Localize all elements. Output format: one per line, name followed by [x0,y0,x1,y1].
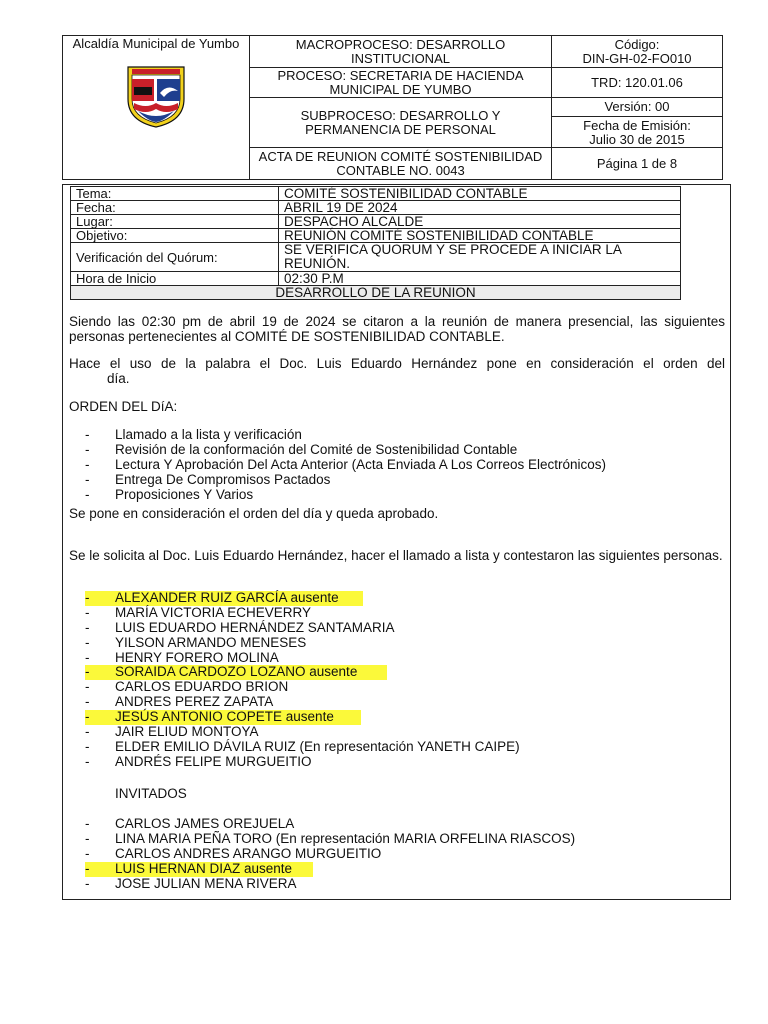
objetivo-label: Objetivo: [71,229,279,243]
tema-value: COMITÉ SOSTENIBILIDAD CONTABLE [279,187,681,201]
list-item: - Revisión de la conformación del Comité de Sostenibilidad Contable [85,441,518,457]
list-item: - MARÍA VICTORIA ECHEVERRY [85,604,312,620]
list-item: - LUIS EDUARDO HERNÁNDEZ SANTAMARIA [85,619,395,635]
pagina-cell: Página 1 de 8 [552,148,723,180]
lugar-label: Lugar: [71,215,279,229]
list-item: - ANDRES PEREZ ZAPATA [85,694,274,710]
palabra-paragraph [69,357,725,386]
fecha-value: ABRIL 19 DE 2024 [279,201,681,215]
macroproceso-cell: MACROPROCESO: DESARROLLO INSTITUCIONAL [250,36,552,68]
llamado-paragraph: Se le solicita al Doc. Luis Eduardo Hernández, hacer el llamado a lista y contestaron las siguientes personas. [69,548,723,563]
meeting-info-table [70,186,681,300]
fecha-emision-label: Fecha de Emisión: [583,118,691,133]
codigo-label: Código: [614,36,660,52]
document-header [62,35,723,180]
list-item: - SORAIDA CARDOZO LOZANO ausente [85,665,387,680]
info-row-quorum [71,243,681,272]
tema-label: Tema: [71,187,279,201]
list-item: - CARLOS EDUARDO BRION [85,679,289,695]
desarrollo-heading: DESARROLLO DE LA REUNION [71,286,681,300]
list-item: - LUIS HERNAN DIAZ ausente [85,862,313,877]
list-item: - JOSE JULIAN MENA RIVERA [85,875,297,891]
info-row-objetivo [71,229,681,243]
municipal-shield-logo [124,65,188,129]
entity-name: Alcaldía Municipal de Yumbo [72,36,240,51]
agenda-list [85,428,705,502]
quorum-label: Verificación del Quórum: [71,243,279,272]
fecha-emision-value: Julio 30 de 2015 [589,132,685,147]
list-item: - LINA MARIA PEÑA TORO (En representación MARIA ORFELINA RIASCOS) [85,830,576,846]
list-item: - JAIR ELIUD MONTOYA [85,724,259,740]
info-row-desarrollo [71,286,681,300]
list-item: - JESÚS ANTONIO COPETE ausente [85,710,361,725]
objetivo-value: REUNIÓN COMITÉ SOSTENIBILIDAD CONTABLE [279,229,681,243]
version-fecha-cell [552,98,723,148]
list-item: - Proposiciones Y Varios [85,486,254,502]
lugar-value: DESPACHO ALCALDE [279,215,681,229]
list-item: - CARLOS JAMES OREJUELA [85,816,295,831]
invitados-title: INVITADOS [115,786,187,801]
list-item: - ALEXANDER RUIZ GARCÍA ausente [85,591,363,606]
list-item: - Entrega De Compromisos Pactados [85,471,331,487]
list-item: - YILSON ARMANDO MENESES [85,634,307,650]
palabra-line-1: Hace el uso de la palabra el Doc. Luis Eduardo Hernández pone en consideración el orden del [69,356,725,371]
trd-cell: TRD: 120.01.06 [552,68,723,98]
list-item: - ANDRÉS FELIPE MURGUEITIO [85,753,312,769]
attendees-list [85,591,705,770]
info-row-fecha [71,201,681,215]
intro-paragraph: Siendo las 02:30 pm de abril 19 de 2024 se citaron a la reunión de manera presencial, las siguientes personas pertenecientes al COMITÉ DE SOSTENIBILIDAD CONTABLE. [69,314,725,344]
orden-title: ORDEN DEL DíA: [69,399,178,414]
info-row-lugar [71,215,681,229]
list-item: - ELDER EMILIO DÁVILA RUIZ (En representación YANETH CAIPE) [85,738,520,754]
subproceso-cell: SUBPROCESO: DESARROLLO Y PERMANENCIA DE PERSONAL [250,98,552,148]
quorum-value: SE VERIFICA QUORUM Y SE PROCEDE A INICIAR LA REUNIÓN. [279,243,681,272]
invitados-list [85,817,705,891]
hora-label: Hora de Inicio [71,272,279,286]
aprobado-paragraph: Se pone en consideración el orden del día y queda aprobado. [69,506,439,521]
list-item: - Lectura Y Aprobación Del Acta Anterior (Acta Enviada A Los Correos Electrónicos) [85,456,607,472]
info-row-tema [71,187,681,201]
list-item: - CARLOS ANDRES ARANGO MURGUEITIO [85,845,382,861]
entity-cell [63,36,250,180]
fecha-label: Fecha: [71,201,279,215]
proceso-cell: PROCESO: SECRETARIA DE HACIENDA MUNICIPAL DE YUMBO [250,68,552,98]
codigo-cell [552,36,723,68]
acta-body [62,184,731,900]
acta-cell: ACTA DE REUNION COMITÉ SOSTENIBILIDAD CONTABLE NO. 0043 [250,148,552,180]
palabra-line-2: día. [107,370,130,386]
list-item: - HENRY FORERO MOLINA [85,649,279,665]
version-value: Versión: 00 [552,98,722,117]
hora-value: 02:30 P.M [279,272,681,286]
info-row-hora [71,272,681,286]
codigo-value: DIN-GH-02-FO010 [582,50,692,66]
list-item: - Llamado a la lista y verificación [85,427,302,442]
